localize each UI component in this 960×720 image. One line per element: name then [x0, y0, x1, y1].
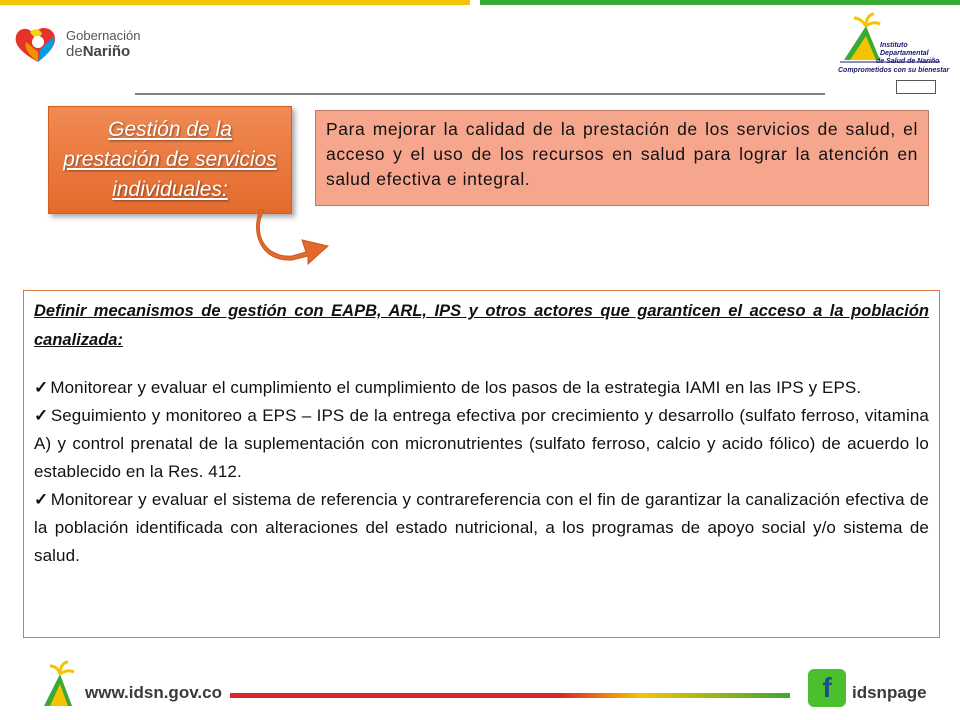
list-item-text: Seguimiento y monitoreo a EPS – IPS de la entrega efectiva por crecimiento y desarrollo (sulfato ferroso, vitamina A) y control prenatal de la suplementación con micronutrientes (sulfato ferroso, calcio y acido fólico) de acuerdo lo establecido en la Res. 412. — [34, 406, 929, 481]
checkmark-icon: ✓ — [34, 490, 49, 509]
list-item — [34, 374, 929, 402]
top-bar-green — [480, 0, 960, 5]
section-title: Gestión de la prestación de servicios individuales: — [63, 118, 277, 201]
facebook-icon[interactable]: f — [808, 669, 846, 707]
checkmark-icon: ✓ — [34, 406, 49, 425]
idsn-footer-logo-icon — [40, 660, 90, 710]
description-box — [315, 110, 929, 206]
top-color-bar — [0, 0, 960, 5]
idsn-line1: Instituto — [880, 42, 908, 49]
list-item-text: Monitorear y evaluar el cumplimiento el cumplimiento de los pasos de la estrategia IAMI en las IPS y EPS. — [50, 378, 862, 397]
section-title-box — [48, 106, 292, 214]
top-bar-yellow — [0, 0, 470, 5]
list-item — [34, 402, 929, 486]
list-item — [34, 486, 929, 570]
checkmark-icon: ✓ — [34, 378, 49, 397]
gobernacion-line2-prefix: de — [66, 43, 83, 60]
footer-color-line — [230, 693, 790, 698]
gobernacion-wordmark — [66, 28, 140, 60]
gobernacion-line2-bold: Nariño — [82, 43, 131, 60]
list-item-text: Monitorear y evaluar el sistema de referencia y contrareferencia con el fin de garantizar la canalización efectiva de la población identificada con alteraciones del estado nutricional, a los programas de apoyo social y/o sistema de salud. — [34, 490, 929, 565]
footer-line-red — [230, 693, 560, 698]
description-text: Para mejorar la calidad de la prestación de los servicios de salud, el acceso y el uso de los recursos en salud para lograr la atención en salud efectiva e integral. — [326, 119, 918, 189]
footer-line-gradient — [560, 693, 790, 698]
main-heading: Definir mecanismos de gestión con EAPB, ARL, IPS y otros actores que garanticen el acceso a la población canalizada: — [34, 302, 929, 349]
main-content-box — [23, 290, 940, 638]
idsn-line3: de Salud de Nariño — [876, 58, 940, 65]
header-divider — [135, 93, 825, 95]
idsn-line2: Departamental — [880, 50, 929, 57]
small-empty-box — [896, 80, 936, 94]
curved-arrow-icon — [250, 206, 340, 266]
facebook-page-link[interactable]: idsnpage — [852, 683, 927, 702]
gobernacion-line1: Gobernación — [66, 28, 141, 43]
idsn-slogan: Comprometidos con su bienestar — [838, 67, 950, 74]
website-link[interactable]: www.idsn.gov.co — [85, 683, 222, 702]
